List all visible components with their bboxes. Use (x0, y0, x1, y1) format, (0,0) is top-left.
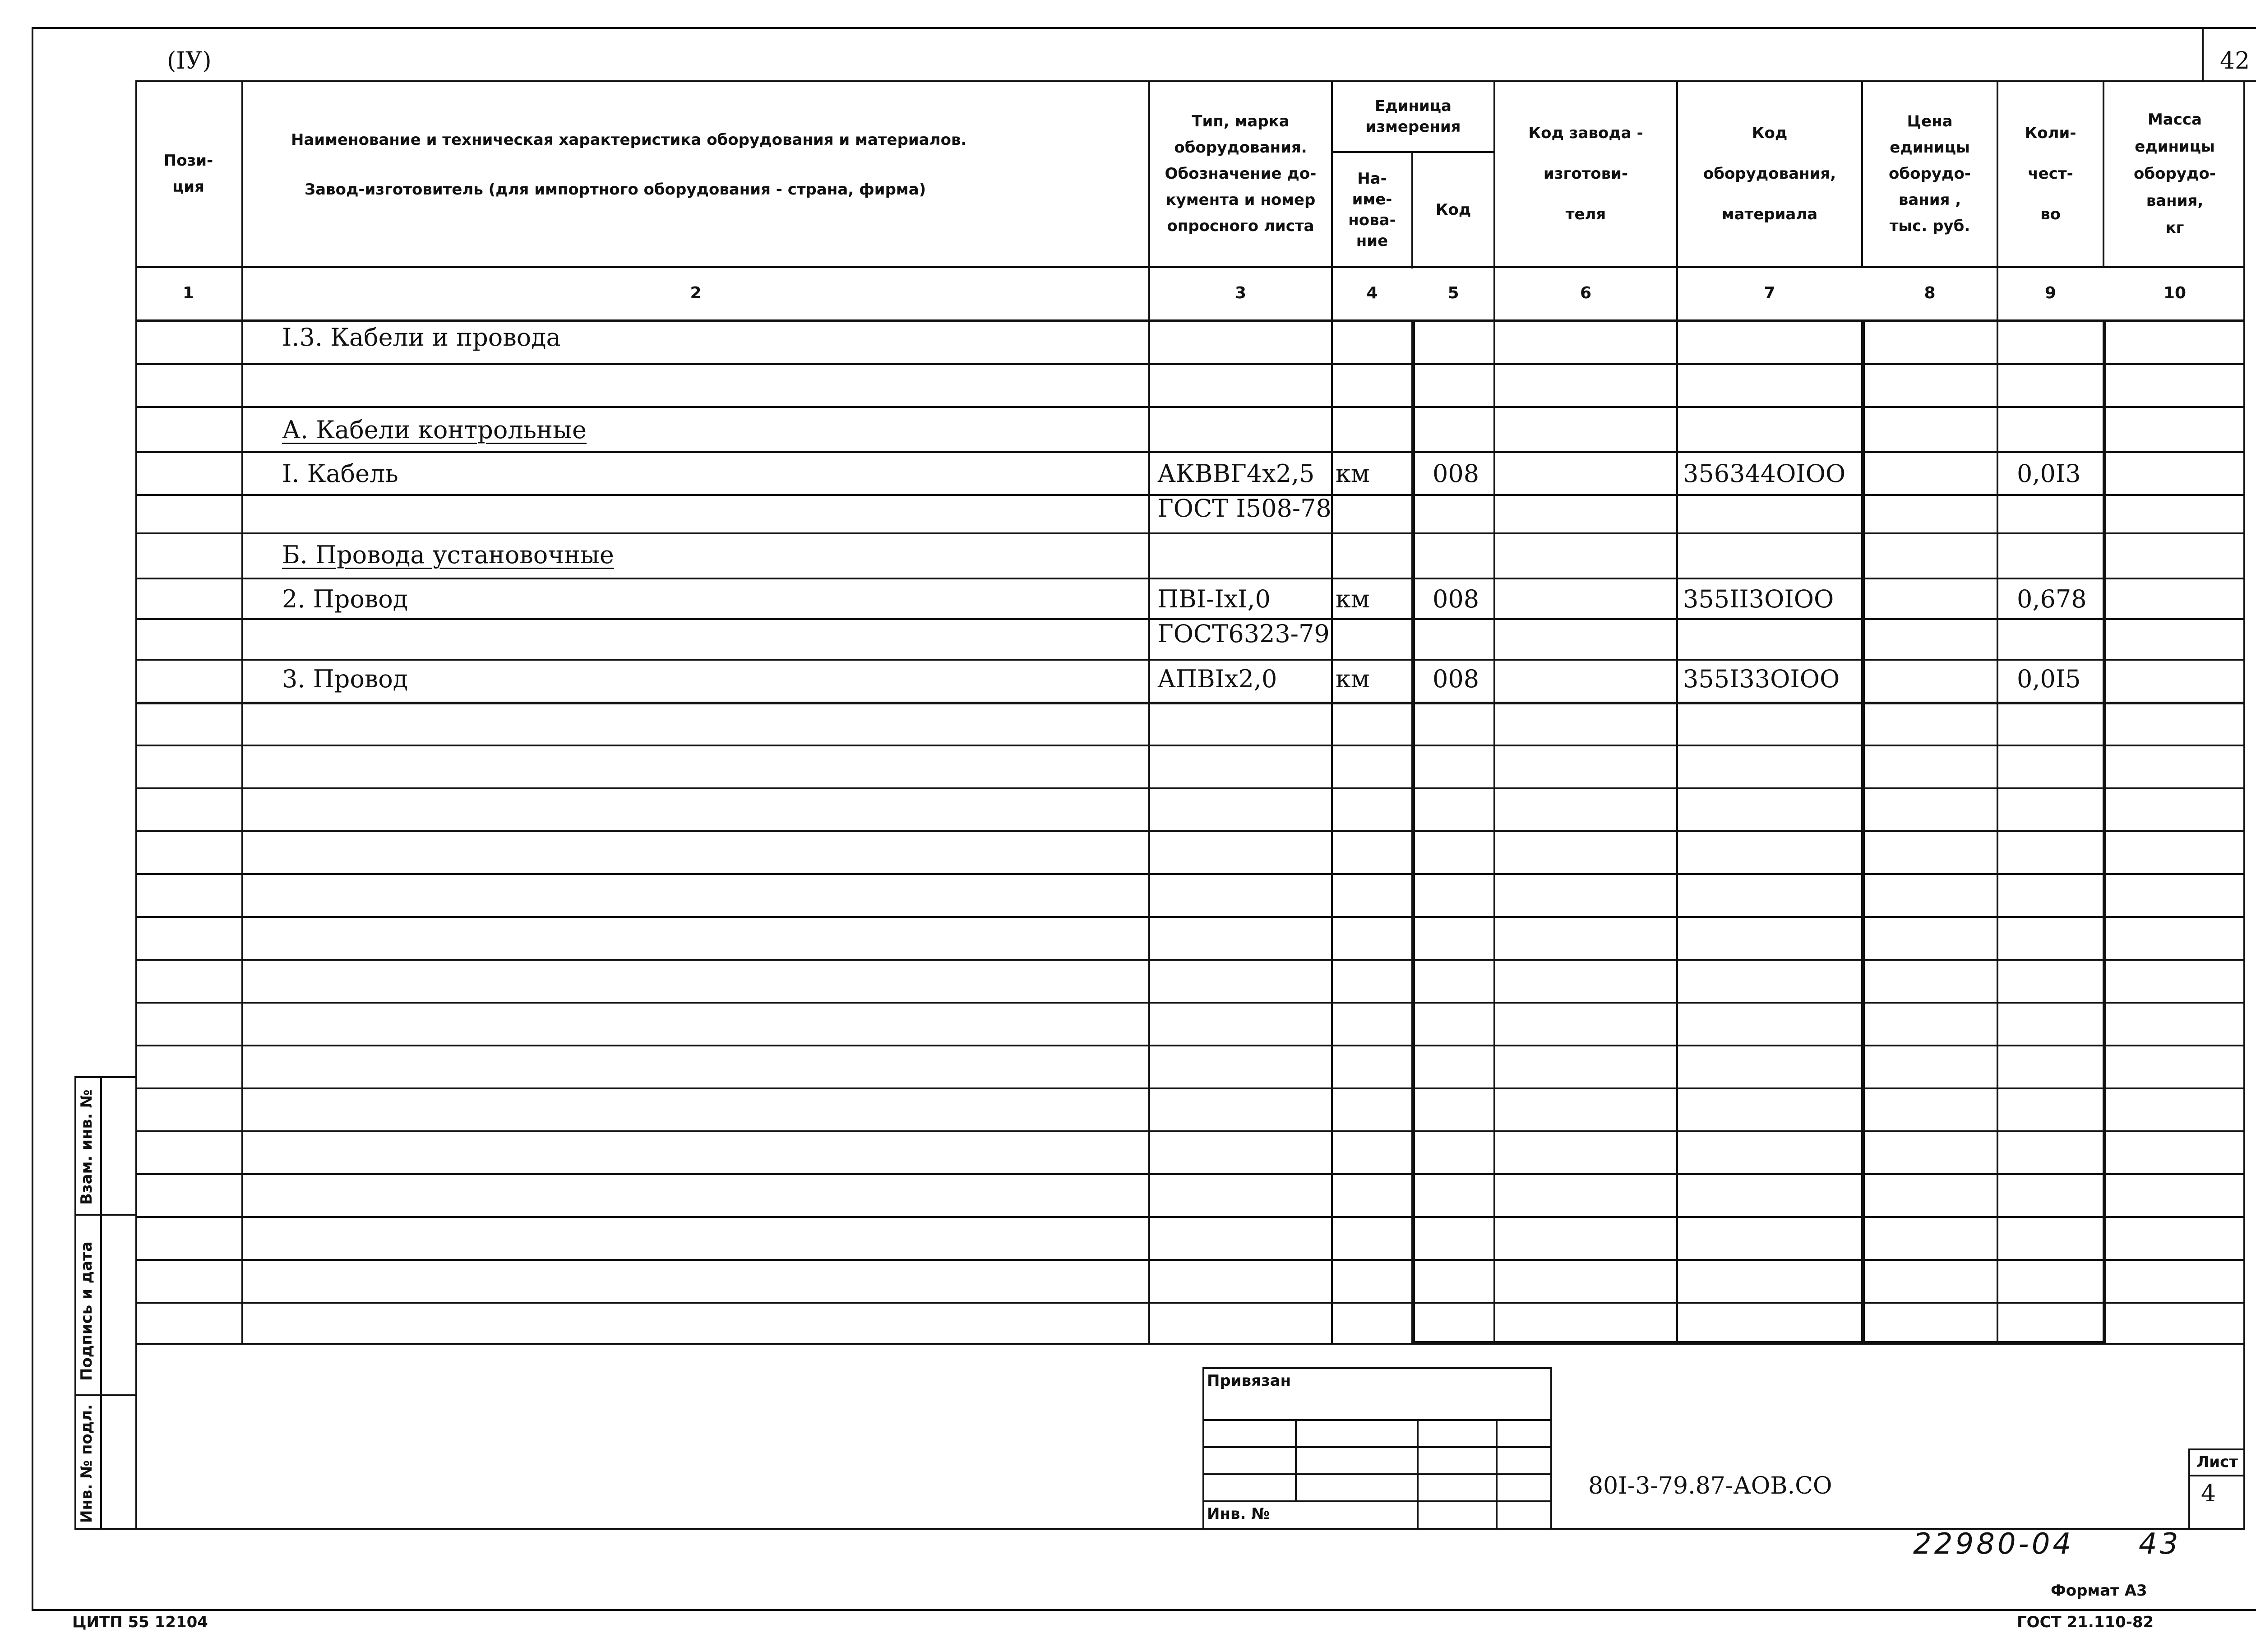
privyazan-line-1 (1202, 1419, 1552, 1421)
row-2-qty: 0,0I3 (2017, 459, 2081, 488)
row-5-mat-code: 355II3OIOO (1683, 585, 1834, 613)
header-name-line1: Наименование и техническая характеристика оборудования и материалов. (291, 131, 967, 149)
header-position: Пози- ция (163, 152, 213, 196)
side-stamp-divider (100, 1076, 102, 1530)
privyazan-line-2 (1202, 1446, 1552, 1448)
row-2-mat-code: 356344OIOO (1683, 459, 1846, 488)
privyazan-vline-3 (1496, 1419, 1498, 1530)
table-row-line (135, 1259, 2245, 1261)
col-line-7-thick (1861, 319, 1865, 1345)
header-unit-code: Код (1435, 200, 1471, 219)
row-2-type: АКВВГ4х2,5 (1157, 459, 1315, 488)
privyazan-label: Привязан (1207, 1372, 1291, 1390)
printer-label: ЦИТП 55 12104 (72, 1613, 208, 1631)
colnum-1: 1 (182, 284, 194, 302)
row-5-name: 2. Провод (282, 585, 408, 613)
row-2-name: I. Кабель (282, 459, 398, 488)
row-5-qty: 0,678 (2017, 585, 2087, 613)
row-7-type: АПВIх2,0 (1157, 665, 1277, 693)
col-line-4-thick (1411, 319, 1415, 1345)
document-code: 80I-3-79.87-АОВ.СО (1588, 1472, 1832, 1499)
table-row-line (135, 363, 2245, 365)
row-4-name: Б. Провода установочные (282, 541, 614, 569)
colnum-5: 5 (1447, 284, 1459, 302)
row-1-name: А. Кабели контрольные (282, 416, 587, 444)
table-row-line (135, 830, 2245, 832)
handwritten-code: 22980-04 (1913, 1527, 2074, 1561)
privyazan-line-3 (1202, 1473, 1552, 1475)
privyazan-vline-1 (1295, 1419, 1297, 1500)
page-number: 42 (2220, 47, 2250, 74)
table-row-line (135, 1216, 2245, 1218)
table-row-line (135, 959, 2245, 961)
row-7-unit-code: 008 (1433, 665, 1479, 693)
inv-no-label: Инв. № (1207, 1505, 1270, 1523)
privyazan-vline-2 (1417, 1419, 1419, 1530)
header-type: Тип, марка оборудования. Обозначение до- кумента и номер опросного листа (1165, 112, 1317, 235)
handwritten-page: 43 (2139, 1527, 2181, 1561)
gost-label: ГОСТ 21.110-82 (2017, 1613, 2154, 1631)
list-box-divider (2188, 1475, 2245, 1476)
table-row-line (135, 745, 2245, 746)
header-name-line2: Завод-изготовитель (для импортного оборудования - страна, фирма) (305, 180, 926, 199)
row-5-type: ПВI-IхI,0 (1157, 585, 1271, 613)
row-7-name: 3. Провод (282, 665, 408, 693)
row-2-unit: км (1336, 459, 1370, 488)
row-7-mat-code: 355I33OIOO (1683, 665, 1840, 693)
table-row-line (135, 1302, 2245, 1304)
header-mass: Масса единицы оборудо- вания, кг (2134, 111, 2216, 237)
row-7-qty: 0,0I5 (2017, 665, 2081, 693)
row-7-unit: км (1336, 665, 1370, 693)
row-5-unit: км (1336, 585, 1370, 613)
colnum-10: 10 (2163, 284, 2187, 302)
side-stamp-line-2 (74, 1394, 137, 1396)
list-number: 4 (2201, 1480, 2216, 1507)
privyazan-line-4 (1202, 1500, 1552, 1502)
colnum-7: 7 (1764, 284, 1775, 302)
header-factory-code: Код завода - изготови- теля (1528, 124, 1643, 223)
row-5-unit-code: 008 (1433, 585, 1479, 613)
table-row-line (135, 916, 2245, 918)
table-row-line (135, 702, 2245, 704)
colnum-8: 8 (1924, 284, 1936, 302)
colnum-6: 6 (1580, 284, 1592, 302)
header-price: Цена единицы оборудо- вания , тыс. руб. (1889, 112, 1971, 235)
table-row-line (135, 1173, 2245, 1175)
side-stamp-line-1 (74, 1214, 137, 1216)
row-3-type: ГОСТ I508-78 (1157, 494, 1331, 523)
table-row-line (135, 1045, 2245, 1046)
colnum-4: 4 (1366, 284, 1378, 302)
colnum-9: 9 (2044, 284, 2057, 302)
header-unit-name: На- име- нова- ние (1348, 169, 1396, 250)
header-unit-group: Единица измерения (1365, 97, 1461, 136)
header-quantity: Коли- чест- во (2025, 124, 2076, 223)
table-row-line (135, 787, 2245, 789)
table-row-line (135, 659, 2245, 661)
row-0-name: I.3. Кабели и провода (282, 323, 561, 352)
table-row-line (135, 1130, 2245, 1132)
colnum-3: 3 (1234, 284, 1247, 302)
format-label: Формат А3 (2051, 1582, 2147, 1600)
table-row-line (135, 578, 2245, 579)
col-line-9-thick (2103, 319, 2106, 1345)
body-bottom-line (135, 1343, 2245, 1345)
top-left-mark: (IУ) (167, 47, 212, 74)
table-row-line (135, 406, 2245, 408)
side-stamp-inv-podl: Инв. № подл. (78, 1404, 96, 1523)
table-row-line (135, 1087, 2245, 1089)
side-stamp-podpis: Подпись и дата (78, 1241, 96, 1381)
header-material-code: Код оборудования, материала (1703, 124, 1836, 223)
side-stamp-vzam: Взам. инв. № (78, 1089, 96, 1205)
table-row-line (135, 532, 2245, 534)
table-row-line (135, 873, 2245, 875)
table-row-line (135, 1002, 2245, 1004)
list-label: Лист (2196, 1453, 2238, 1471)
row-6-type: ГОСТ6323-79 (1157, 620, 1330, 648)
row-2-unit-code: 008 (1433, 459, 1479, 488)
table-row-line (135, 451, 2245, 453)
colnum-2: 2 (690, 284, 702, 302)
